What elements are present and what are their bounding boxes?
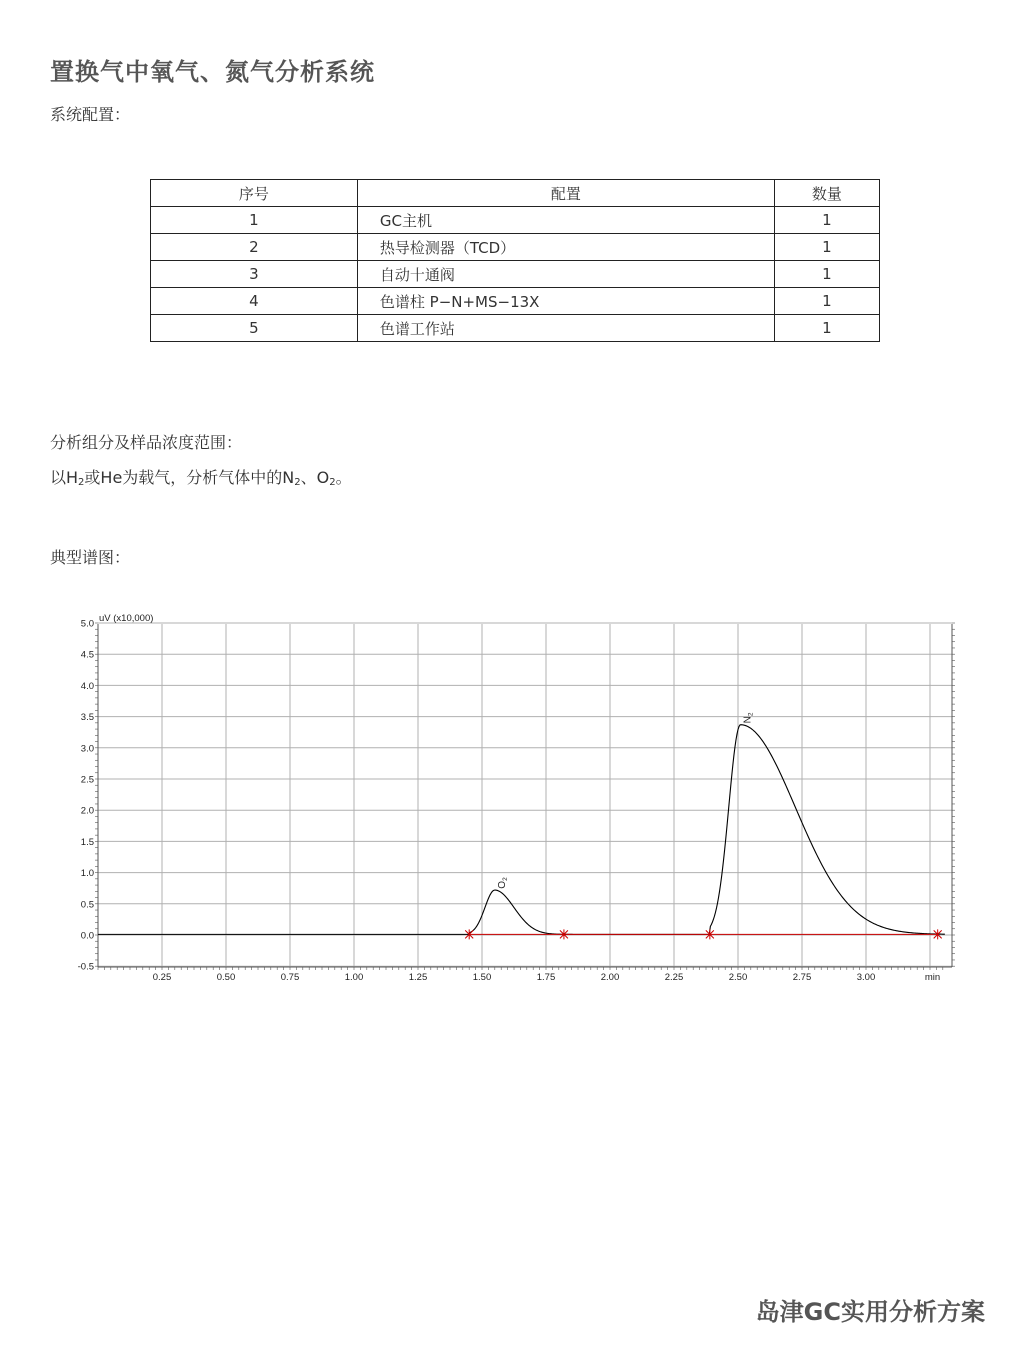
y-tick-label: 4.5 bbox=[80, 649, 94, 661]
desc-suffix: 。 bbox=[335, 468, 352, 487]
y-tick-label: 1.5 bbox=[80, 836, 94, 848]
table-row bbox=[151, 207, 880, 234]
y-axis-title: uV (x10,000) bbox=[99, 613, 154, 624]
cell-index: 1 bbox=[151, 207, 358, 234]
desc-separator: 、O bbox=[300, 468, 330, 487]
cell-index: 2 bbox=[151, 234, 358, 261]
x-tick-label: 0.25 bbox=[152, 972, 172, 983]
cell-index: 3 bbox=[151, 261, 358, 288]
table-row bbox=[151, 315, 880, 342]
header-index: 序号 bbox=[151, 180, 358, 207]
cell-quantity: 1 bbox=[774, 234, 879, 261]
x-tick-label: 2.50 bbox=[728, 972, 748, 983]
peak-label bbox=[743, 712, 755, 723]
y-tick-label: 0.0 bbox=[80, 930, 94, 942]
cell-quantity: 1 bbox=[774, 207, 879, 234]
peak-label-sub: 2 bbox=[501, 877, 509, 881]
x-tick-label: 0.50 bbox=[216, 972, 236, 983]
table-row bbox=[151, 234, 880, 261]
y-tick-label: 0.5 bbox=[80, 899, 94, 911]
y-tick-label: 4.0 bbox=[80, 680, 94, 692]
x-tick-label: 2.75 bbox=[792, 972, 812, 983]
peak-label-sub: 2 bbox=[747, 712, 755, 717]
cell-quantity: 1 bbox=[774, 288, 879, 315]
desc-sub-n2: 2 bbox=[294, 477, 301, 488]
x-tick-label: 2.00 bbox=[600, 972, 620, 983]
peak-label bbox=[497, 877, 509, 889]
desc-sub-o2: 2 bbox=[329, 477, 336, 488]
config-section-label: 系统配置： bbox=[50, 105, 131, 124]
x-tick-label: 1.25 bbox=[408, 972, 428, 983]
x-tick-label: 2.25 bbox=[664, 972, 684, 983]
peak-label-main: O bbox=[496, 880, 508, 889]
x-tick-label: 1.75 bbox=[536, 972, 556, 983]
cell-index: 4 bbox=[151, 288, 358, 315]
desc-sub-h2: 2 bbox=[78, 477, 85, 488]
cell-config: GC主机 bbox=[357, 207, 774, 234]
desc-prefix: 以H bbox=[50, 468, 79, 487]
y-tick-label: 1.0 bbox=[80, 868, 94, 880]
header-quantity: 数量 bbox=[774, 180, 879, 207]
peak-label-main: N bbox=[742, 716, 754, 724]
table-header-row bbox=[151, 180, 880, 207]
y-tick-label: 2.0 bbox=[80, 805, 94, 817]
x-tick-label: 0.75 bbox=[280, 972, 300, 983]
header-config: 配置 bbox=[357, 180, 774, 207]
x-tick-label: 1.50 bbox=[472, 972, 492, 983]
cell-index: 5 bbox=[151, 315, 358, 342]
cell-config: 自动十通阀 bbox=[357, 261, 774, 288]
footer-brand: 岛津GC实用分析方案 bbox=[755, 1298, 985, 1326]
signal-trace bbox=[98, 725, 945, 935]
cell-quantity: 1 bbox=[774, 261, 879, 288]
config-table bbox=[150, 179, 880, 342]
components-section-label: 分析组分及样品浓度范围： bbox=[50, 433, 243, 452]
y-tick-label: 2.5 bbox=[80, 774, 94, 786]
x-tick-label: 3.00 bbox=[856, 972, 876, 983]
cell-config: 热导检测器（TCD） bbox=[357, 234, 774, 261]
cell-config: 色谱工作站 bbox=[357, 315, 774, 342]
table-row bbox=[151, 288, 880, 315]
y-tick-label: -0.5 bbox=[77, 961, 94, 973]
desc-middle: 或He为载气，分析气体中的N bbox=[84, 468, 295, 487]
y-tick-label: 3.0 bbox=[80, 743, 94, 755]
x-tick-label: 1.00 bbox=[344, 972, 364, 983]
cell-quantity: 1 bbox=[774, 315, 879, 342]
page-title: 置换气中氧气、氮气分析系统 bbox=[50, 58, 375, 86]
table-row bbox=[151, 261, 880, 288]
y-tick-label: 3.5 bbox=[80, 712, 94, 724]
chromatogram-chart bbox=[0, 600, 1025, 1000]
chromatogram-section-label: 典型谱图： bbox=[50, 548, 131, 567]
carrier-gas-description bbox=[50, 465, 352, 488]
cell-config: 色谱柱 P−N+MS−13X bbox=[357, 288, 774, 315]
x-axis-unit-label: min bbox=[924, 972, 941, 983]
y-tick-label: 5.0 bbox=[80, 618, 94, 630]
